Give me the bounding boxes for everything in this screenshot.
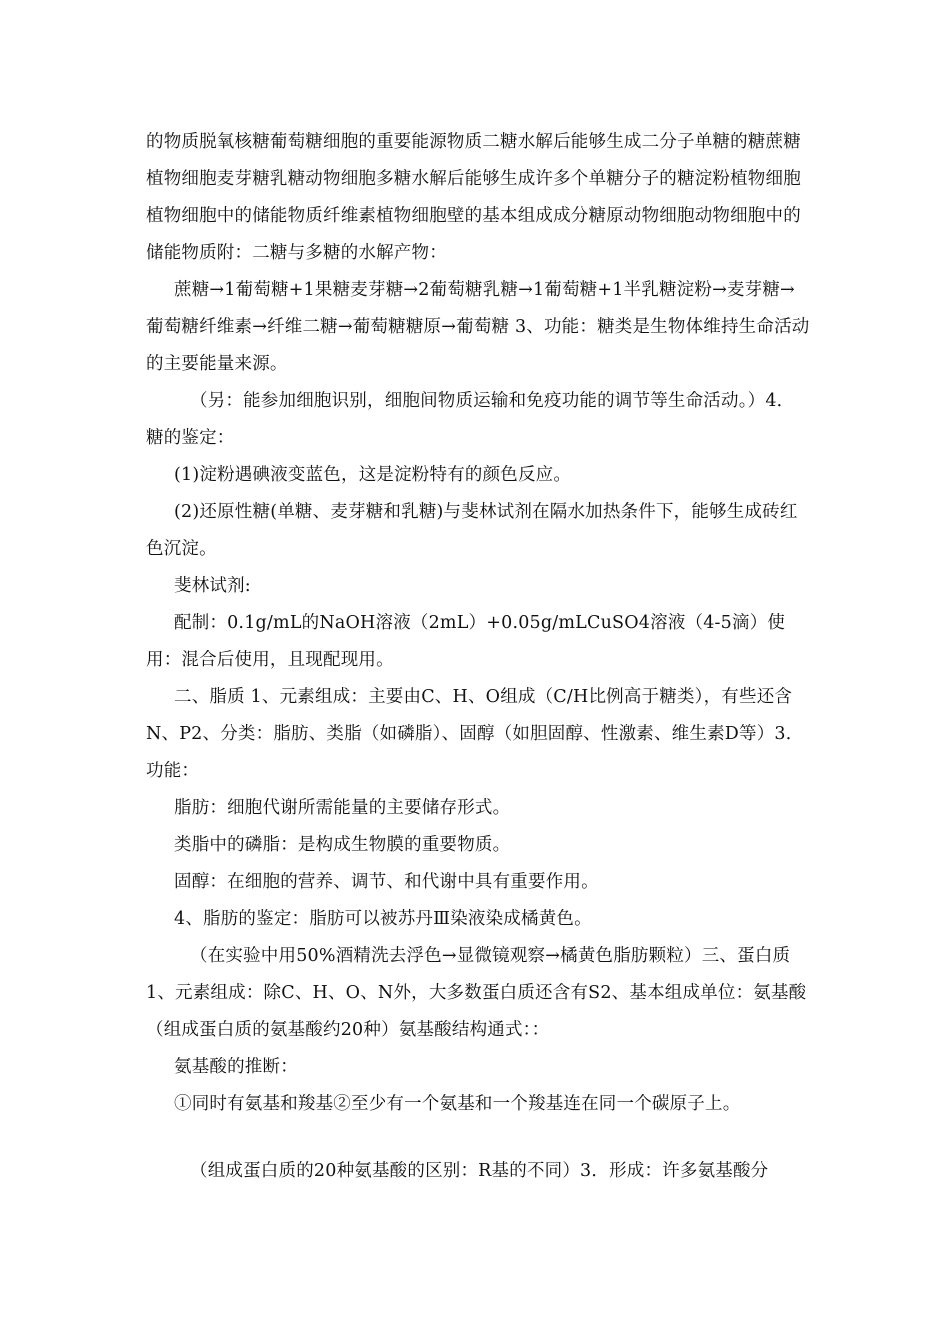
paragraph-fehling-reagent-heading: 斐林试剂: (174, 576, 251, 596)
paragraph-spacer (146, 1123, 810, 1153)
paragraph-starch-test: (1)淀粉遇碘液变蓝色，这是淀粉特有的颜色反应。 (174, 465, 572, 485)
paragraph-hydrolysis-products: 蔗糖→1葡萄糖+1果糖麦芽糖→2葡萄糖乳糖→1葡萄糖+1半乳糖淀粉→麦芽糖→葡萄糖纤维素→纤维二糖→葡萄糖糖原→葡萄糖 3、功能：糖类是生物体维持生命活动的主要能量来源。 (146, 280, 810, 374)
paragraph-reducing-sugar-test: (2)还原性糖(单糖、麦芽糖和乳糖)与斐林试剂在隔水加热条件下，能够生成砖红色沉淀。 (146, 502, 798, 559)
paragraph-amino-acid-differences: （组成蛋白质的20种氨基酸的区别：R基的不同）3．形成：许多氨基酸分 (190, 1161, 769, 1181)
paragraph-phospholipid-function: 类脂中的磷脂：是构成生物膜的重要物质。 (174, 835, 511, 855)
paragraph-fat-function: 脂肪：细胞代谢所需能量的主要储存形式。 (174, 798, 511, 818)
document-page (146, 124, 810, 1190)
paragraph-sugar-other-functions: （另：能参加细胞识别，细胞间物质运输和免疫功能的调节等生命活动。）4．糖的鉴定： (146, 391, 795, 448)
paragraph-lipids-composition: 二、脂质 1、元素组成：主要由C、H、O组成（C/H比例高于糖类），有些还含N、P2、分类：脂肪、类脂（如磷脂）、固醇（如胆固醇、性激素、维生素D等）3．功能： (146, 687, 804, 781)
paragraph-protein-composition: （在实验中用50%酒精洗去浮色→显微镜观察→橘黄色脂肪颗粒）三、蛋白质 1、元素组成：除C、H、O、N外，大多数蛋白质还含有S2、基本组成单位：氨基酸（组成蛋白质的氨基酸约20种）氨基酸结构通式：： (146, 946, 807, 1040)
paragraph-fehling-preparation: 配制：0.1g/mL的NaOH溶液（2mL）+0.05g/mLCuSO4溶液（4-5滴）使用：混合后使用，且现配现用。 (146, 613, 786, 670)
paragraph-amino-acid-criteria: ①同时有氨基和羧基②至少有一个氨基和一个羧基连在同一个碳原子上。 (174, 1094, 741, 1114)
paragraph-amino-acid-inference-heading: 氨基酸的推断： (174, 1057, 298, 1077)
paragraph-sterol-function: 固醇：在细胞的营养、调节、和代谢中具有重要作用。 (174, 872, 599, 892)
paragraph-monosaccharides-polysaccharides: 的物质脱氧核糖葡萄糖细胞的重要能源物质二糖水解后能够生成二分子单糖的糖蔗糖植物细胞麦芽糖乳糖动物细胞多糖水解后能够生成许多个单糖分子的糖淀粉植物细胞植物细胞中的储能物质纤维素植物细胞壁的基本组成成分糖原动物细胞动物细胞中的储能物质附：二糖与多糖的水解产物： (146, 132, 801, 263)
paragraph-fat-test: 4、脂肪的鉴定：脂肪可以被苏丹Ⅲ染液染成橘黄色。 (174, 909, 592, 929)
